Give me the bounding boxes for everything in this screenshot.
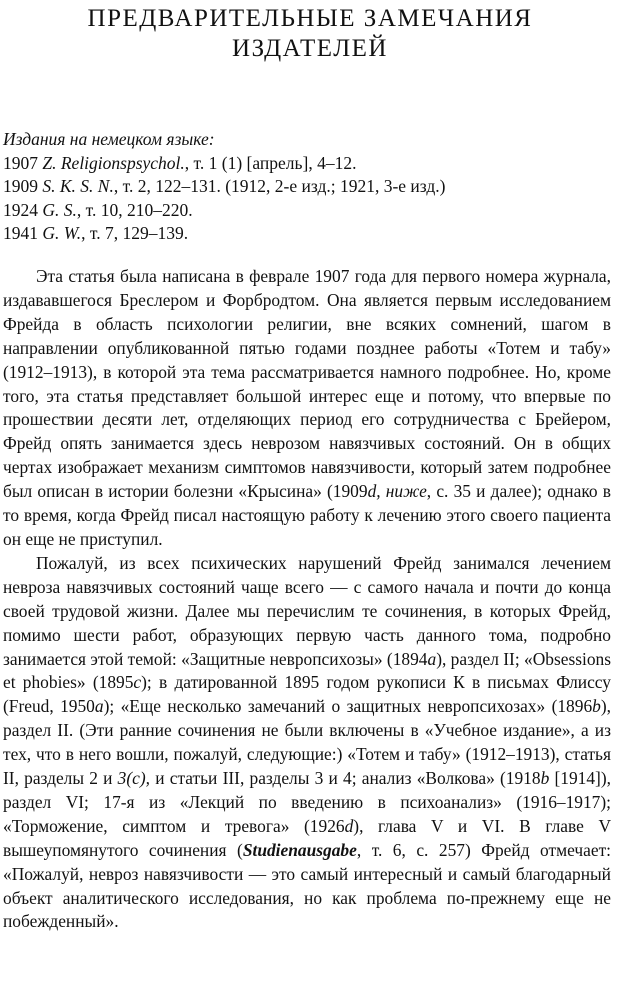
edition-item: 1907 Z. Religionspsychol., т. 1 (1) [апрель], 4–12. <box>3 152 357 173</box>
edition-item: 1941 G. W., т. 7, 129–139. <box>3 223 189 243</box>
body-text <box>3 265 611 934</box>
edition-item: 1909 S. K. S. N., т. 2, 122–131. (1912, 2-е изд.; 1921, 3-е изд.) <box>3 176 446 196</box>
title-line-2: ИЗДАТЕЛЕЙ <box>232 35 388 62</box>
edition-item: 1924 G. S., т. 10, 210–220. <box>3 199 193 220</box>
paragraph-2: Пожалуй, из всех психических нарушений Фрейд занимался лечением невроза навязчивых состояний чаще всего — с самого начала и почти до конца своей трудовой жизни. Далее мы перечислим те сочинения, в которых Фрейд, помимо шести работ, образующих первую часть данного тома, подробно занимается этой темой: «Защитные невропсихозы» (1894a), раздел II; «Obsessions et phobies» (1895c); в датированной 1895 годом рукописи К в письмах Флиссу (Freud, 1950a); «Еще несколько замечаний о защитных невропсихозах» (1896b), раздел II. (Эти ранние сочинения не были включены в «Учебное издание», а из тех, что в него вошли, пожалуй, следующие:) «Тотем и табу» (1912–1913), статья II, разделы 2 и 3(c), и статьи III, разделы 3 и 4; анализ «Волкова» (1918b [1914]), раздел VI; 17-я из «Лекций по введению в психоанализ» (1916–1917); «Торможение, симптом и тревога» (1926d), глава V и VI. В главе V вышеупомянутого сочинения (Studienausgabe, т. 6, с. 257) Фрейд отмечает: «Пожалуй, невроз навязчивости — это самый интересный и самый благодарный объект аналитического исследования, но как проблема по-прежнему еще не побежденный». <box>3 552 611 932</box>
paragraph-1: Эта статья была написана в феврале 1907 года для первого номера журнала, издававшегося Бреслером и Форбродтом. Она является первым исследованием Фрейда в область психологии религии, вне всяких сомнений, шагом в направлении опубликованной пятью годами позднее работы «Тотем и табу» (1912–1913), в которой эта тема рассматривается намного подробнее. Но, кроме того, эта статья представляет большой интерес еще и потому, что впервые по прошествии десяти лет, отделяющих период его сотрудничества с Брейером, Фрейд опять занимается здесь неврозом навязчивых состояний. Он в общих чертах изображает механизм симптомов навязчивости, который затем подробнее был описан в истории болезни «Крысина» (1909d, ниже, с. 35 и далее); однако в то время, когда Фрейд писал настоящую работу к лечению этого своего пациента он еще не приступил. <box>3 266 611 549</box>
page-title <box>0 4 620 64</box>
editions-list <box>3 128 613 246</box>
title-line-1: ПРЕДВАРИТЕЛЬНЫЕ ЗАМЕЧАНИЯ <box>87 5 533 32</box>
editions-heading: Издания на немецком языке: <box>3 129 215 149</box>
